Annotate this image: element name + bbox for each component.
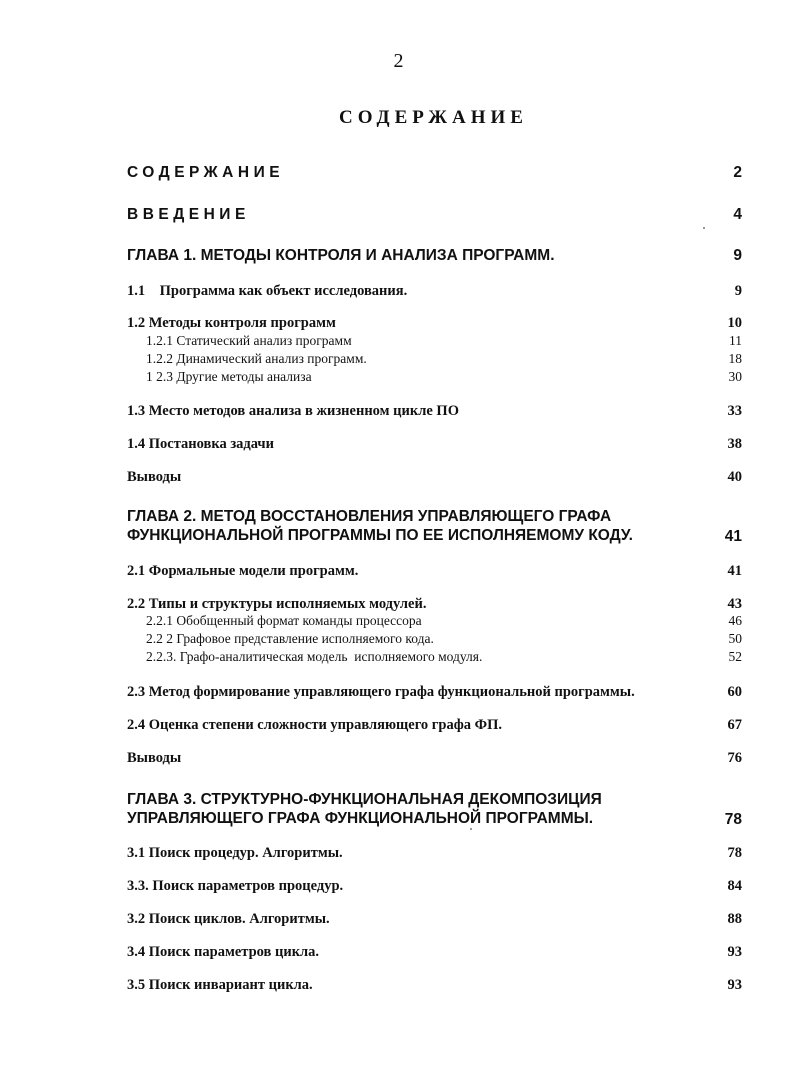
toc-entry-text: 1.1 Программа как объект исследования.: [127, 283, 408, 299]
toc-entry-section-1-2[interactable]: [127, 315, 742, 333]
toc-entry-page: 93: [727, 944, 742, 960]
toc-entry-section-2-4[interactable]: [127, 717, 742, 735]
scan-speck: [703, 227, 705, 229]
toc-entry-page: 38: [727, 436, 742, 452]
toc-entry-page: 84: [727, 878, 742, 894]
toc-entry-text: 2.4 Оценка степени сложности управляющего графа ФП.: [127, 717, 502, 733]
toc-entry-text: 1.2 Методы контроля программ: [127, 315, 336, 331]
toc-entry-text-line2: ФУНКЦИОНАЛЬНОЙ ПРОГРАММЫ ПО ЕЕ ИСПОЛНЯЕМОМУ КОДУ.: [127, 527, 633, 544]
toc-entry-text: СОДЕРЖАНИЕ: [127, 164, 285, 181]
toc-entry-subsection-1-2-1[interactable]: [127, 333, 742, 350]
toc-entry-text: 1.4 Постановка задачи: [127, 436, 274, 452]
toc-entry-page: 93: [727, 977, 742, 993]
toc-entry-section-3-2[interactable]: [127, 911, 742, 929]
toc-entry-section-3-4[interactable]: [127, 944, 742, 962]
toc-entry-page: 40: [727, 469, 742, 485]
toc-entry-text: 2.1 Формальные модели программ.: [127, 563, 359, 579]
page-number: 2: [393, 50, 404, 72]
toc-entry-subsection-1-2-2[interactable]: [127, 351, 742, 368]
toc-entry-text: 2.3 Метод формирование управляющего графа функциональной программы.: [127, 684, 635, 700]
toc-entry-section-1-3[interactable]: [127, 403, 742, 421]
toc-entry-contents[interactable]: [127, 164, 742, 184]
toc-entry-text: 3.3. Поиск параметров процедур.: [127, 878, 344, 894]
toc-entry-page: 18: [728, 351, 742, 366]
toc-entry-text: 1 2.3 Другие методы анализа: [146, 369, 312, 384]
toc-entry-text: 2.2.3. Графо-аналитическая модель исполняемого модуля.: [146, 649, 483, 664]
toc-entry-subsection-2-2-3[interactable]: [127, 649, 742, 666]
toc-entry-text: ГЛАВА 3. СТРУКТУРНО-ФУНКЦИОНАЛЬНАЯ ДЕКОМПОЗИЦИЯ: [127, 791, 602, 808]
toc-entry-section-2-3[interactable]: [127, 684, 742, 702]
toc-entry-page: 11: [729, 333, 742, 348]
toc-entry-text: ВВЕДЕНИЕ: [127, 206, 250, 223]
toc-entry-page: 33: [727, 403, 742, 419]
toc-entry-text: 2.2.1 Обобщенный формат команды процессора: [146, 613, 422, 628]
toc-entry-text: 2.2 Типы и структуры исполняемых модулей.: [127, 596, 427, 612]
toc-entry-page: 67: [727, 717, 742, 733]
toc-entry-subsection-2-2-1[interactable]: [127, 613, 742, 630]
toc-entry-page: 78: [724, 811, 742, 828]
toc-entry-chapter-2[interactable]: [127, 508, 742, 548]
toc-entry-section-3-1[interactable]: [127, 845, 742, 863]
toc-entry-chapter-1[interactable]: [127, 247, 742, 267]
toc-entry-section-2-2[interactable]: [127, 596, 742, 614]
toc-entry-page: 41: [727, 563, 742, 579]
toc-entry-page: 88: [727, 911, 742, 927]
toc-entry-page: 50: [728, 631, 742, 646]
toc-entry-page: 52: [728, 649, 742, 664]
toc-entry-text: Выводы: [127, 469, 182, 485]
toc-entry-section-3-3[interactable]: [127, 878, 742, 896]
toc-entry-text: 3.2 Поиск циклов. Алгоритмы.: [127, 911, 330, 927]
toc-entry-text: 1.3 Место методов анализа в жизненном цикле ПО: [127, 403, 459, 419]
toc-entry-section-3-5[interactable]: [127, 977, 742, 995]
toc-entry-page: 10: [727, 315, 742, 331]
toc-entry-chapter-3[interactable]: [127, 791, 742, 831]
toc-entry-text: Выводы: [127, 750, 182, 766]
toc-entry-text: ГЛАВА 1. МЕТОДЫ КОНТРОЛЯ И АНАЛИЗА ПРОГРАММ.: [127, 247, 555, 264]
toc-entry-page: 9: [733, 247, 742, 264]
toc-entry-subsection-1-2-3[interactable]: [127, 369, 742, 386]
toc-entry-conclusions-2[interactable]: [127, 750, 742, 768]
toc-entry-section-1-1[interactable]: [127, 283, 742, 301]
toc-entry-page: 43: [727, 596, 742, 612]
toc-entry-subsection-2-2-2[interactable]: [127, 631, 742, 648]
toc-entry-page: 76: [727, 750, 742, 766]
toc-entry-page: 46: [728, 613, 742, 628]
toc-entry-page: 2: [733, 164, 742, 181]
scan-speck: [470, 828, 472, 830]
toc-entry-section-2-1[interactable]: [127, 563, 742, 581]
toc-entry-page: 60: [727, 684, 742, 700]
toc-entry-text: 3.1 Поиск процедур. Алгоритмы.: [127, 845, 343, 861]
toc-entry-page: 4: [733, 206, 742, 223]
toc-entry-text: 2.2 2 Графовое представление исполняемого кода.: [146, 631, 434, 646]
toc-entry-page: 30: [728, 369, 742, 384]
toc-entry-page: 78: [727, 845, 742, 861]
toc-entry-page: 9: [734, 283, 742, 299]
toc-entry-introduction[interactable]: [127, 206, 742, 226]
toc-entry-text: 1.2.2 Динамический анализ программ.: [146, 351, 367, 366]
toc-entry-text: 3.5 Поиск инвариант цикла.: [127, 977, 313, 993]
toc-entry-section-1-4[interactable]: [127, 436, 742, 454]
page-title: СОДЕРЖАНИЕ: [339, 107, 528, 128]
toc-entry-text-line2: УПРАВЛЯЮЩЕГО ГРАФА ФУНКЦИОНАЛЬНОЙ ПРОГРАММЫ.: [127, 810, 594, 827]
toc-entry-text: 1.2.1 Статический анализ программ: [146, 333, 352, 348]
toc-entry-text: ГЛАВА 2. МЕТОД ВОССТАНОВЛЕНИЯ УПРАВЛЯЮЩЕГО ГРАФА: [127, 508, 612, 525]
toc-entry-page: 41: [724, 528, 742, 545]
toc-entry-text: 3.4 Поиск параметров цикла.: [127, 944, 320, 960]
toc-entry-conclusions-1[interactable]: [127, 469, 742, 487]
